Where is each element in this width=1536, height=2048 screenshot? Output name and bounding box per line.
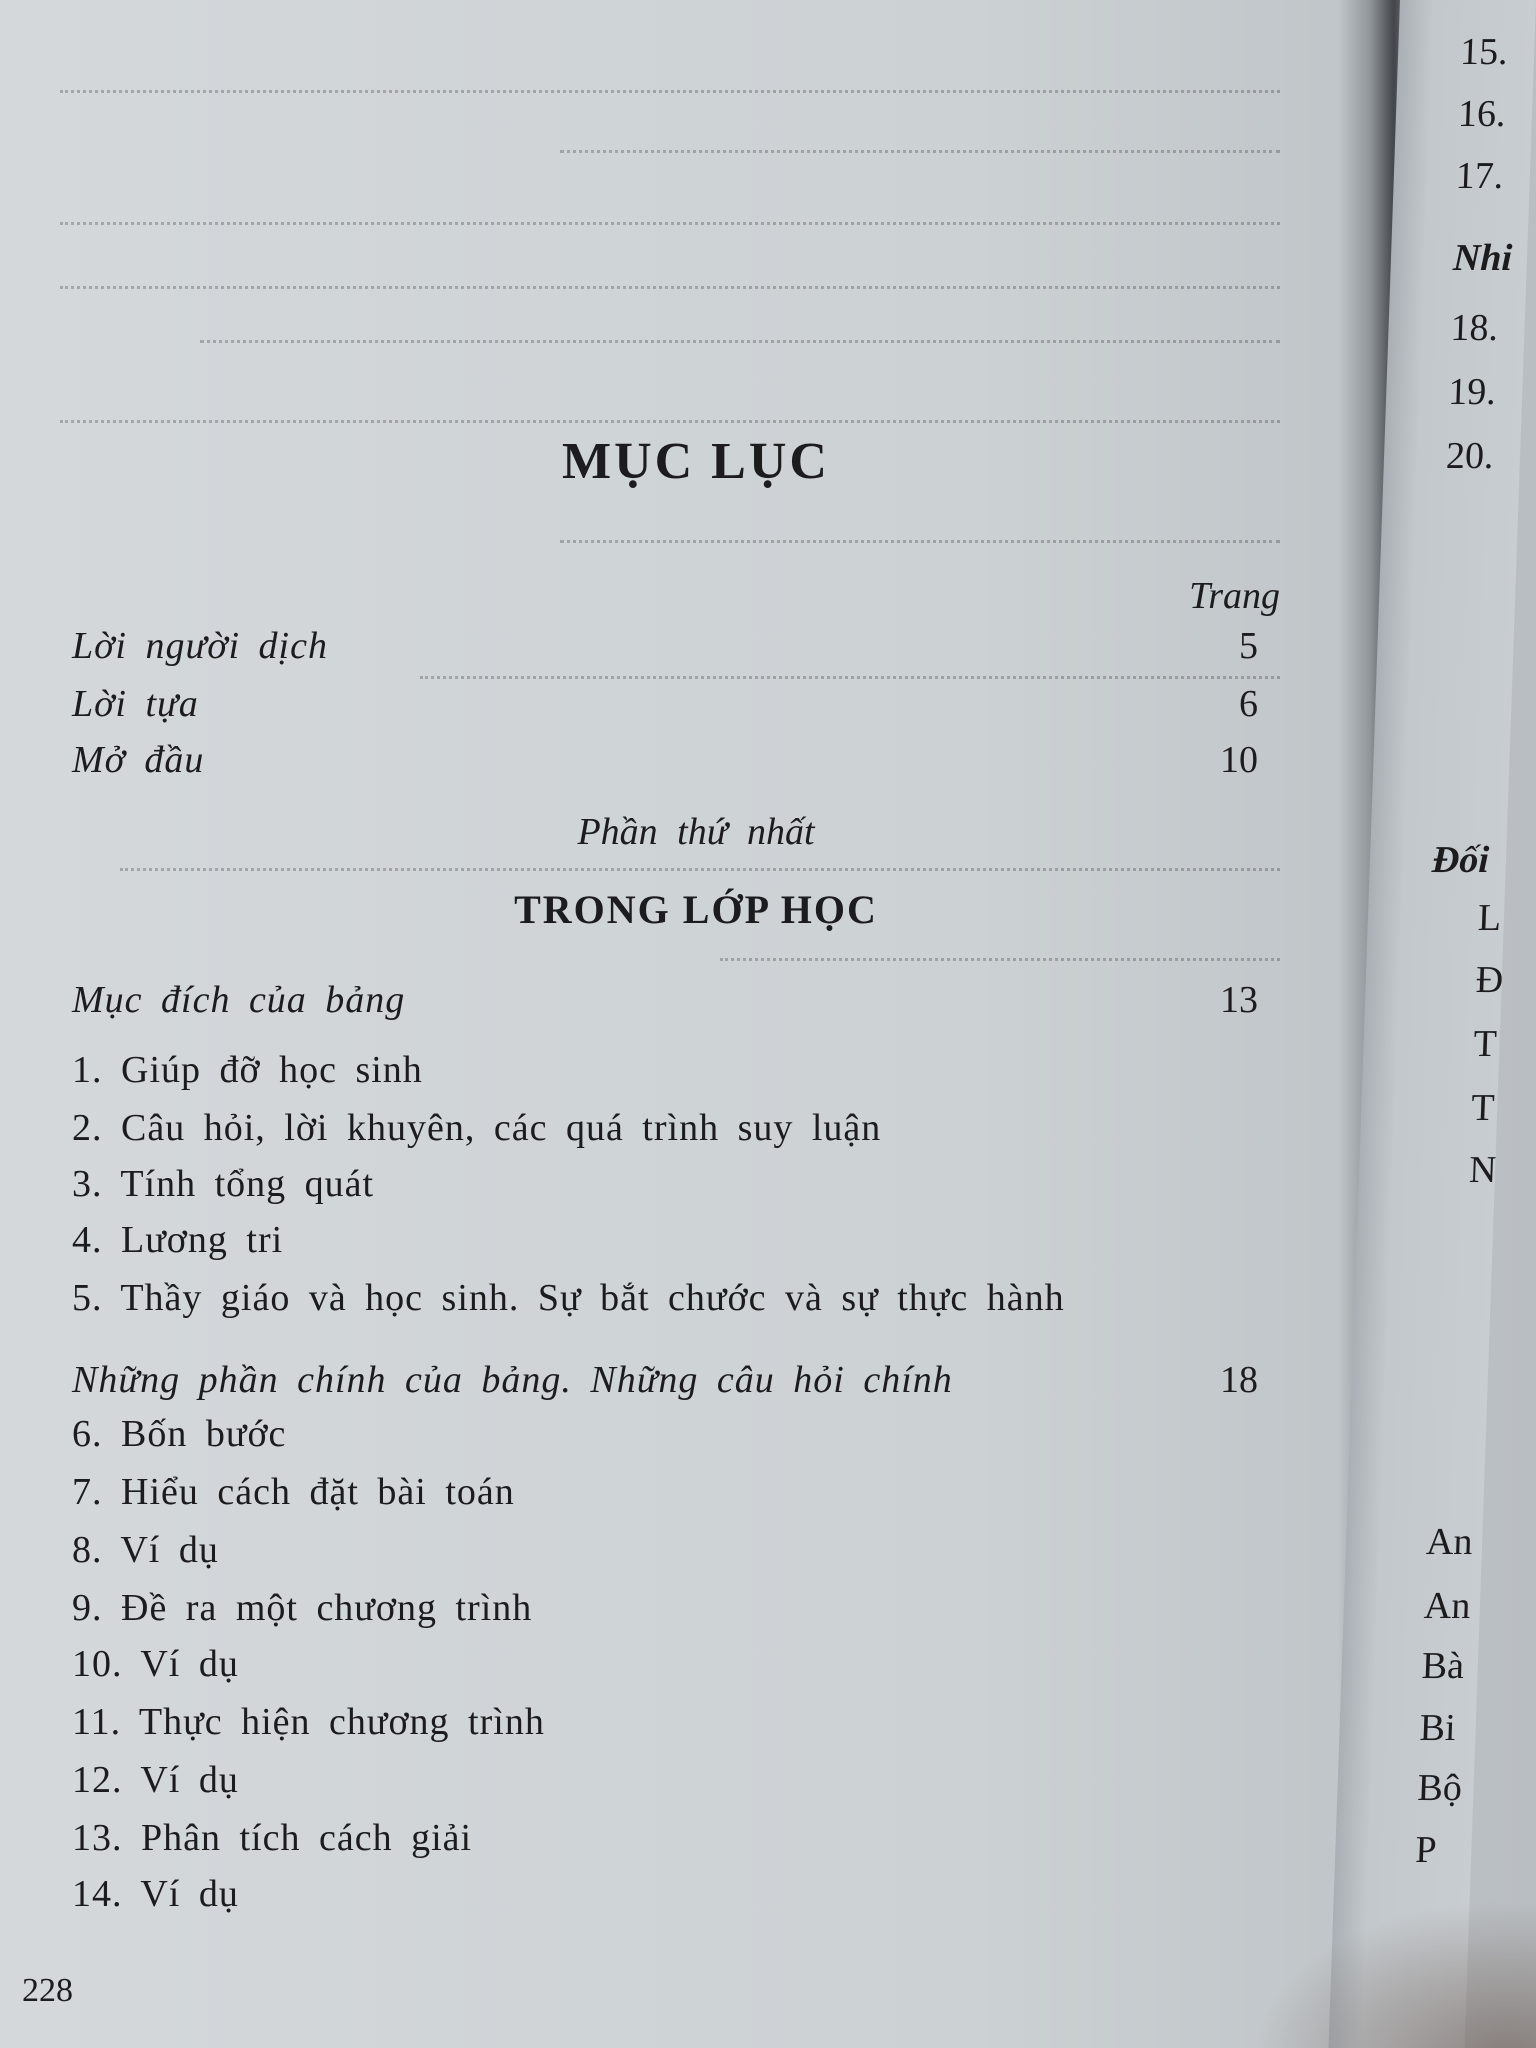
show-through-line [720,958,1280,965]
toc-item-label: 4. Lương tri [72,1219,284,1261]
toc-entry-label: Lời tựa [72,683,199,725]
toc-item-label: 5. Thầy giáo và học sinh. Sự bắt chước và sự thực hành [72,1277,1065,1319]
toc-entry [72,682,1258,734]
right-page-fragment: T [1470,1087,1496,1129]
show-through-line [560,540,1280,547]
toc-item [72,1106,1258,1158]
right-page-fragment: Bi [1418,1707,1457,1749]
toc-item-label: 3. Tính tổng quát [72,1163,375,1205]
right-page-fragment: N [1468,1149,1498,1191]
page-title: MỤC LỤC [562,433,830,490]
right-page-fragment: Bà [1421,1645,1465,1687]
section-heading-page: 18 [1220,1359,1258,1401]
right-page-fragment: An [1425,1521,1474,1563]
toc-item [72,1276,1258,1328]
section-heading-label: Mục đích của bảng [72,979,406,1021]
page-number: 228 [22,1972,73,2009]
toc-item [72,1528,1258,1580]
toc-item [72,1218,1258,1270]
show-through-line [560,150,1280,157]
show-through-line [60,420,1280,427]
page-column-header: Trang [1189,575,1280,617]
toc-item [72,1412,1258,1464]
right-page-fragment: Bộ [1416,1767,1463,1809]
right-page-fragment: Đối [1431,839,1490,881]
right-page-fragment: T [1472,1023,1498,1065]
toc-item-label: 1. Giúp đỡ học sinh [72,1049,423,1091]
toc-item-label: 2. Câu hỏi, lời khuyên, các quá trình suy luận [72,1107,882,1149]
show-through-line [60,222,1280,229]
right-page-fragment: L [1477,897,1502,939]
right-page-fragment: 20. [1445,435,1495,477]
toc-item-label: 12. Ví dụ [72,1759,239,1801]
toc-entry-page: 10 [1220,739,1258,781]
show-through-line [60,90,1280,97]
right-page-fragment: P [1414,1829,1438,1871]
right-page-fragment: 16. [1457,93,1507,135]
toc-item [72,1642,1258,1694]
section-heading [72,1358,1258,1410]
toc-item-label: 11. Thực hiện chương trình [72,1701,545,1743]
toc-entry-label: Lời người dịch [72,625,328,667]
corner-shadow [1250,1900,1536,2048]
toc-entry [72,624,1258,676]
toc-item [72,1162,1258,1214]
toc-item [72,1758,1258,1810]
part-title: TRONG LỚP HỌC [514,887,878,932]
right-page-fragment: 19. [1447,371,1497,413]
section-heading [72,978,1258,1030]
toc-entry-page: 5 [1239,625,1258,667]
toc-item-label: 8. Ví dụ [72,1529,219,1571]
right-page-fragment: An [1423,1585,1472,1627]
toc-item-label: 14. Ví dụ [72,1873,239,1915]
toc-item-label: 9. Đề ra một chương trình [72,1587,533,1629]
toc-item-label: 10. Ví dụ [72,1643,239,1685]
toc-item [72,1048,1258,1100]
toc-item [72,1816,1258,1868]
right-page-fragment: 15. [1459,31,1509,73]
toc-entry-page: 6 [1239,683,1258,725]
right-page-fragment: Nhi [1452,237,1513,279]
toc-item [72,1872,1258,1924]
toc-item [72,1586,1258,1638]
right-page-fragment: Đ [1475,959,1504,1001]
right-page-fragment: 18. [1449,307,1499,349]
toc-entry-label: Mở đầu [72,739,205,781]
show-through-line [120,868,1280,875]
show-through-line [60,286,1280,293]
toc-item [72,1470,1258,1522]
toc-item-label: 13. Phân tích cách giải [72,1817,473,1859]
part-label: Phần thứ nhất [577,811,815,853]
toc-entry [72,738,1258,790]
show-through-line [200,340,1280,347]
section-heading-label: Những phần chính của bảng. Những câu hỏi chính [72,1359,953,1401]
toc-item-label: 7. Hiểu cách đặt bài toán [72,1471,515,1513]
right-page-fragment: 17. [1455,155,1505,197]
toc-item [72,1700,1258,1752]
toc-item-label: 6. Bốn bước [72,1413,287,1455]
section-heading-page: 13 [1220,979,1258,1021]
